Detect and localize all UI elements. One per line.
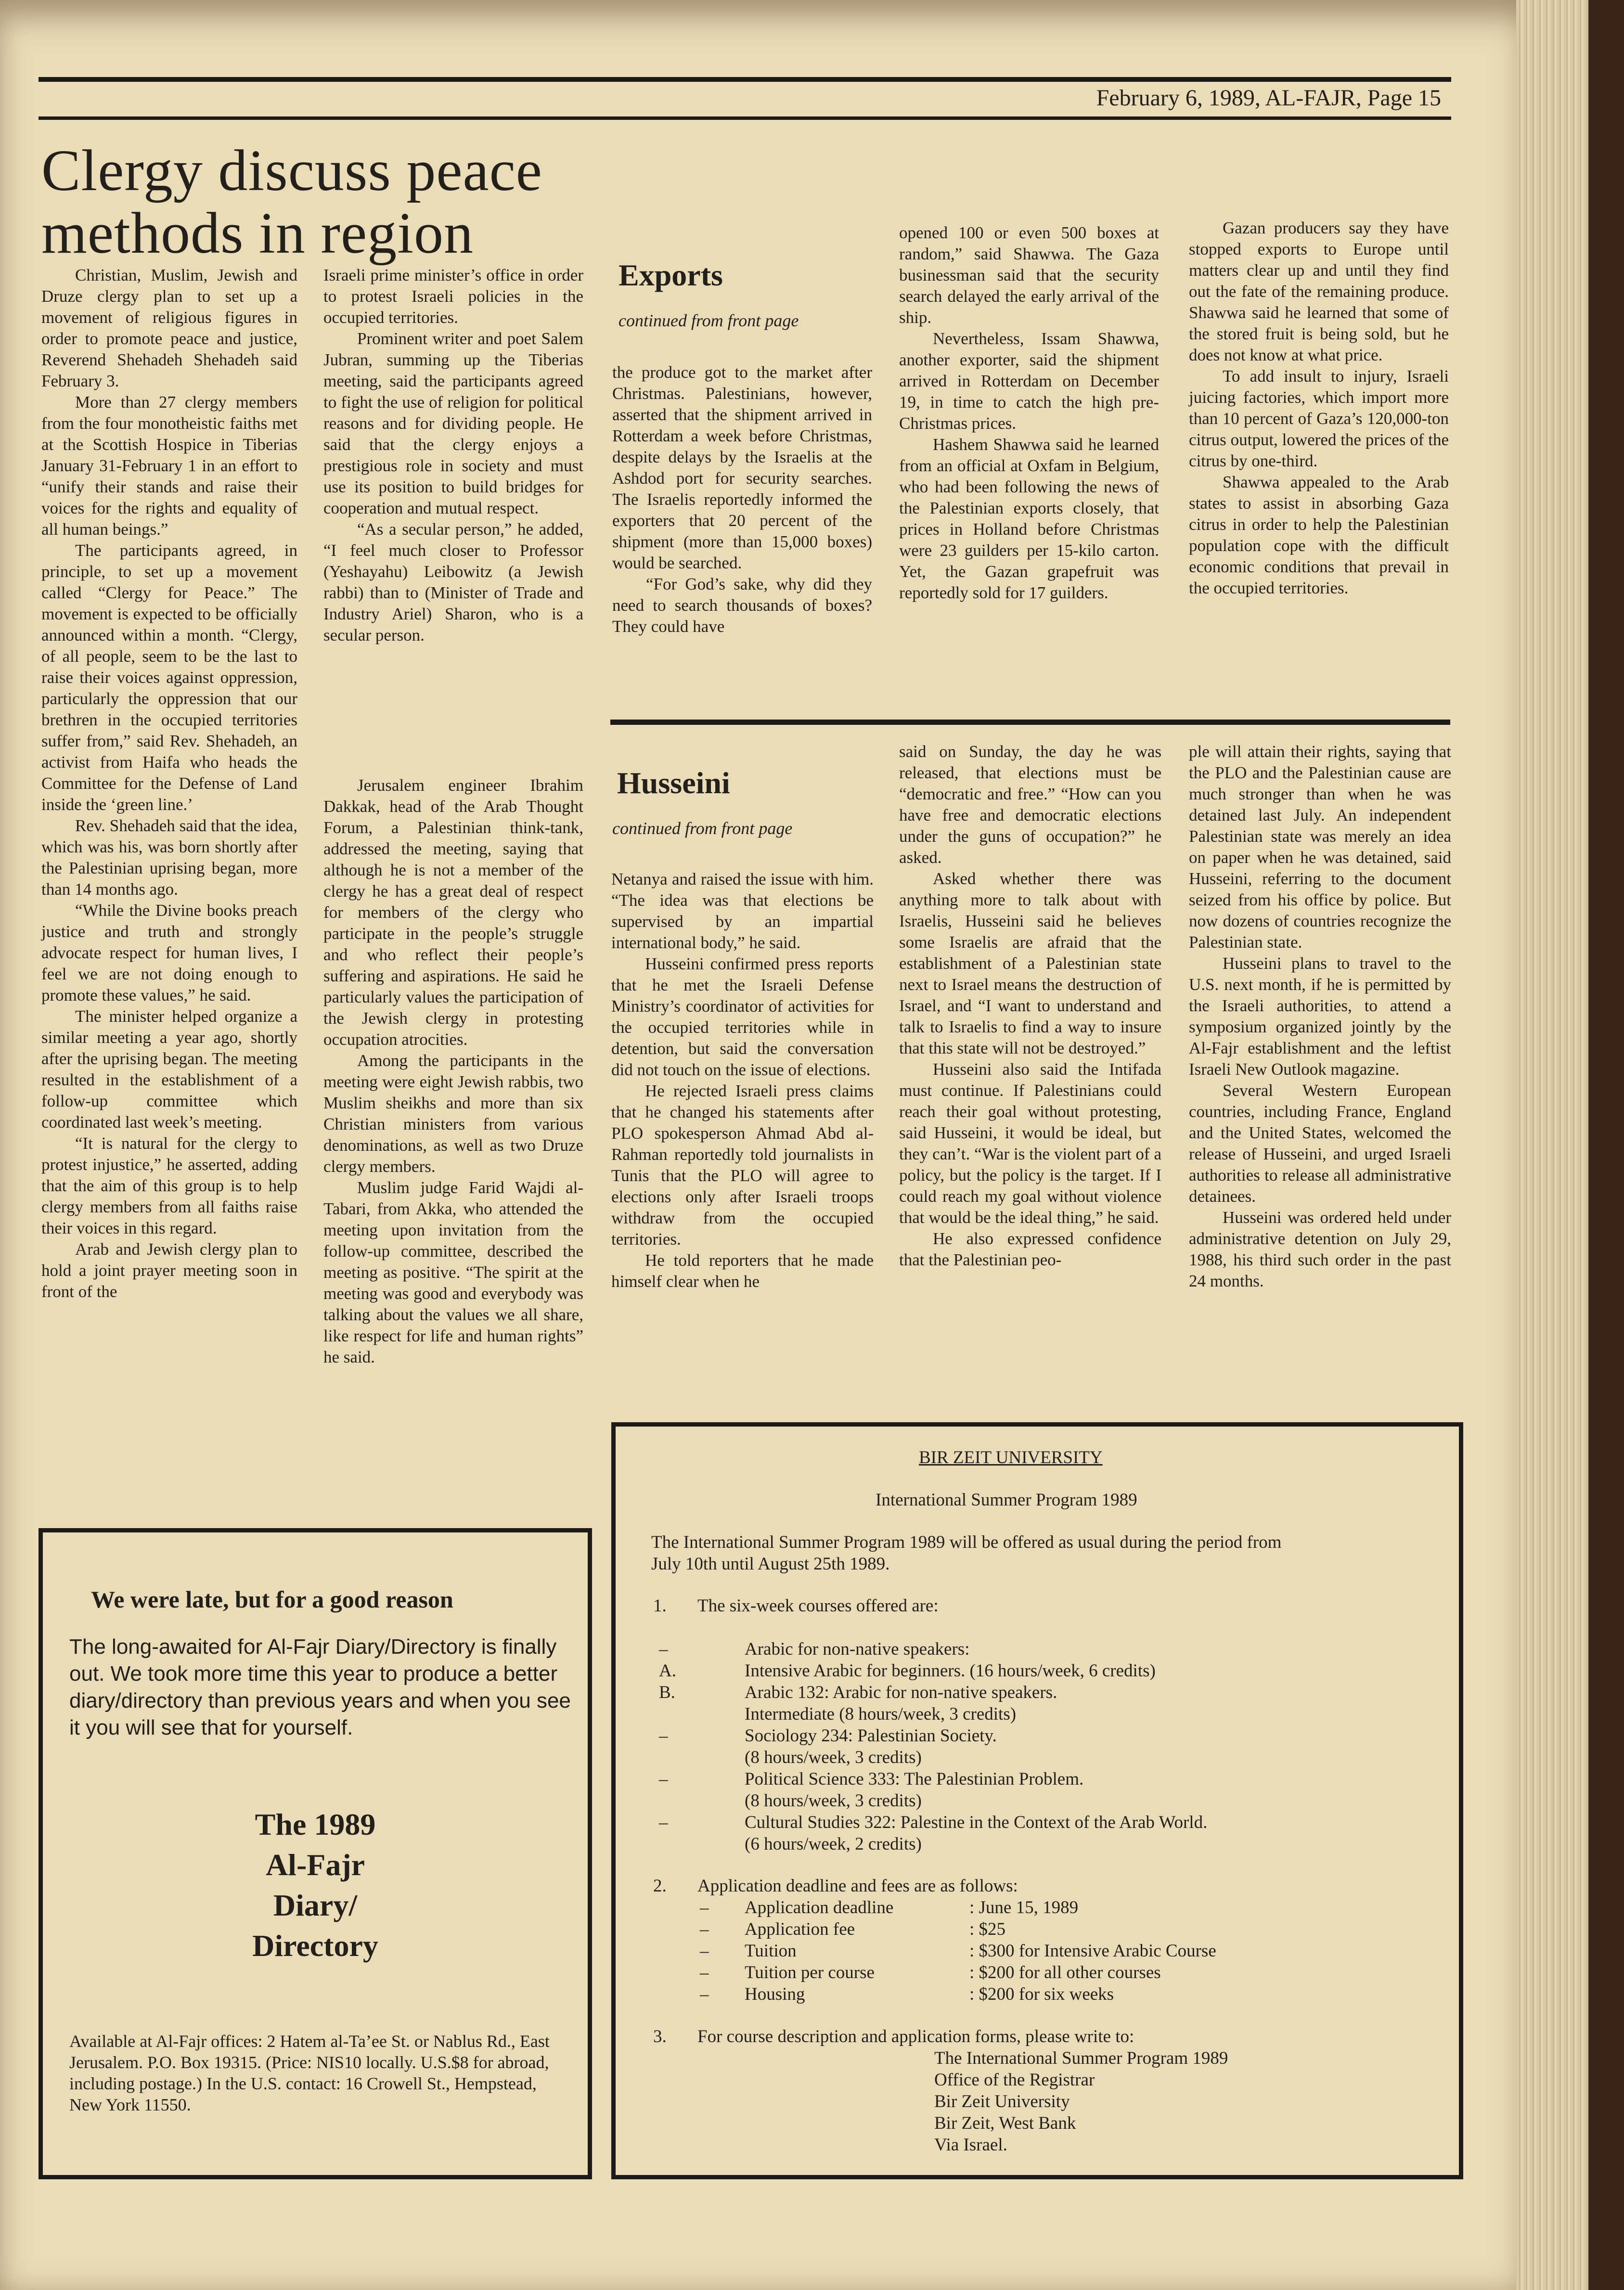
paragraph: Among the participants in the meeting were eight Jewish rabbis, two Muslim sheikhs and more than six Christian ministers from various denominations, as well as two Druze clergy members. [323, 1051, 583, 1176]
birzeit-intro-line: The International Summer Program 1989 will be offered as usual during the period from [651, 1532, 1282, 1552]
paragraph: opened 100 or even 500 boxes at random,” said Shawwa. The Gaza businessman said that the security search delayed the early arrival of the ship. [899, 223, 1159, 327]
exports-continued: continued from front page [619, 311, 799, 330]
diary-ad-heading: We were late, but for a good reason [91, 1586, 453, 1613]
exports-column-2 [899, 222, 1159, 604]
diary-advertisement [39, 1528, 592, 2179]
section-title: The six-week courses offered are: [697, 1596, 939, 1616]
course-line: Arabic for non-native speakers: [745, 1639, 970, 1659]
fee-label: Tuition [745, 1941, 797, 1961]
paragraph: Rev. Shehadeh said that the idea, which was his, was born shortly after the Palestinian uprising began, more than 14 months ago. [41, 816, 297, 899]
husseini-column-1 [611, 869, 874, 1292]
section-number: 2. [653, 1876, 667, 1896]
husseini-heading: Husseini [617, 766, 730, 800]
paragraph: Husseini also said the Intifada must continue. If Palestinians could reach their goal without protesting, said Husseini, it would be ideal, but they can’t. “War is the violent part of a policy, but the policy is the target. If I could reach my goal without violence that would be the ideal thing,” he said. [899, 1060, 1161, 1227]
exports-column-3 [1189, 218, 1449, 599]
fee-label: Application fee [745, 1919, 855, 1939]
fee-label: Housing [745, 1984, 805, 2004]
paragraph: said on Sunday, the day he was released, that elections must be “democratic and free.” “How can you have free and democratic elections under the guns of occupation?” he asked. [899, 742, 1161, 867]
paragraph: Jerusalem engineer Ibrahim Dakkak, head of the Arab Thought Forum, a Palestinian think-tank, addressed the meeting, saying that although he is not a member of the clergy he has a great deal of respect for members of the clergy who participate in the people’s struggle and who reflect their people’s suffering and aspirations. He said he particularly values the participation of the Jewish clergy in protesting occupation atrocities. [323, 776, 583, 1049]
paragraph: To add insult to injury, Israeli juicing factories, which import more than 10 percent of Gaza’s 120,000-ton citrus output, lowered the prices of the citrus by one-third. [1189, 367, 1449, 470]
top-rule [39, 77, 1451, 82]
paragraph: Asked whether there was anything more to talk about with Israelis, Husseini said he believes some Israelis are afraid that the establishment of a Palestinian state next to Israel means the destruction of Israel, and “I want to understand and talk to Israelis to find a way to insure that this state will not be destroyed.” [899, 869, 1161, 1057]
paragraph: “As a secular person,” he added, “I feel much closer to Professor (Yeshayahu) Leibowitz (a Jewish rabbi) than to (Minister of Trade and Industry Ariel) Sharon, who is a secular person. [323, 520, 583, 644]
title-line: Directory [252, 1929, 378, 1963]
husseini-column-2 [899, 741, 1161, 1271]
address-line: Bir Zeit University [934, 2092, 1070, 2111]
list-mark: – [659, 1726, 668, 1746]
section-number: 1. [653, 1596, 667, 1616]
fee-label: Application deadline [745, 1898, 894, 1917]
list-mark: – [700, 1963, 709, 1982]
paragraph: ple will attain their rights, saying that the PLO and the Palestinian cause are much stronger than when he was detained last July. An independent Palestinian state was merely an idea on paper when he was detained, said Husseini, referring to the document seized from his office by police. But now dozens of countries recognize the Palestinian state. [1189, 742, 1451, 952]
birzeit-intro-line: July 10th until August 25th 1989. [651, 1554, 890, 1574]
paragraph: He told reporters that he made himself clear when he [611, 1251, 874, 1291]
paragraph: Prominent writer and poet Salem Jubran, summing up the Tiberias meeting, said the participants agreed to fight the use of religion for political reasons and for dividing people. He said that the clergy enjoys a prestigious role in society and must use its position to build bridges for cooperation and mutual respect. [323, 329, 583, 517]
paragraph: Netanya and raised the issue with him. “The idea was that elections be supervised by an impartial international body,” he said. [611, 870, 874, 952]
section-number: 3. [653, 2027, 667, 2046]
diary-ad-body: The long-awaited for Al-Fajr Diary/Directory is finally out. We took more time this year to produce a better diary/directory than previous years and when you see it you will see that for yourself. [69, 1635, 571, 1739]
paragraph: He rejected Israeli press claims that he changed his statements after PLO spokesperson Ahmad Abd al-Rahman reportedly told journalists in Tunis that the PLO will agree to elections only after Israeli troops withdraw from the occupied territories. [611, 1081, 874, 1248]
section-title: For course description and application forms, please write to: [697, 2027, 1134, 2046]
clergy-column-2-bottom [323, 775, 583, 1368]
title-line: Al-Fajr [265, 1848, 365, 1882]
book-spine [1588, 0, 1624, 2290]
paragraph: The participants agreed, in principle, to set up a movement called “Clergy for Peace.” The movement is expected to be officially announced within a month. “Clergy, of all people, seem to be the last to raise their voices against oppression, particularly the oppression that our brethren in the occupied territories suffer from,” said Rev. Shehadeh, an activist from Haifa who heads the Committee for the Defense of Land inside the ‘green line.’ [41, 541, 297, 814]
husseini-continued: continued from front page [612, 819, 793, 838]
fee-value: : June 15, 1989 [969, 1898, 1079, 1917]
clergy-column-1 [41, 265, 297, 1302]
list-mark: – [659, 1639, 668, 1659]
header-rule [39, 116, 1451, 120]
list-mark: – [700, 1898, 709, 1917]
address-line: Via Israel. [934, 2135, 1007, 2155]
paragraph: Husseini was ordered held under administrative detention on July 29, 1988, his third such order in the past 24 months. [1189, 1208, 1451, 1290]
address-line: Office of the Registrar [934, 2070, 1095, 2090]
paragraph: More than 27 clergy members from the four monotheistic faiths met at the Scottish Hospice in Tiberias January 31-February 1 in an effort to “unify their stands and raise their voices for the rights and equality of all human beings.” [41, 393, 297, 539]
paragraph: “While the Divine books preach justice and truth and strongly advocate respect for human lives, I feel we are not doing enough to promote these values,” he said. [41, 901, 297, 1004]
diary-ad-title [43, 1804, 588, 1966]
course-line: (8 hours/week, 3 credits) [745, 1748, 922, 1767]
paragraph: Gazan producers say they have stopped exports to Europe until matters clear up and until they find out the fate of the remaining produce. Shawwa said he learned that some of the stored fruit is being sold, but he does not know at what price. [1189, 219, 1449, 364]
fee-label: Tuition per course [745, 1963, 875, 1982]
fee-value: : $300 for Intensive Arabic Course [969, 1941, 1216, 1961]
paragraph: He also expressed confidence that the Palestinian peo- [899, 1229, 1161, 1269]
paragraph: “It is natural for the clergy to protest injustice,” he asserted, adding that the aim of this group is to help clergy members from all faiths raise their voices in this regard. [41, 1134, 297, 1237]
birzeit-heading: BIR ZEIT UNIVERSITY [919, 1448, 1103, 1467]
fee-value: : $200 for all other courses [969, 1963, 1161, 1982]
birzeit-subheading: International Summer Program 1989 [876, 1490, 1137, 1510]
page-folio: February 6, 1989, AL-FAJR, Page 15 [1096, 85, 1441, 111]
paragraph: Several Western European countries, including France, England and the United States, welcomed the release of Husseini, and urged Israeli authorities to release all administrative detainees. [1189, 1081, 1451, 1206]
list-mark: – [700, 1919, 709, 1939]
section-title: Application deadline and fees are as follows: [697, 1876, 1018, 1896]
course-line: Intensive Arabic for beginners. (16 hours/week, 6 credits) [745, 1661, 1156, 1681]
list-mark: – [700, 1984, 709, 2004]
clergy-column-2-top [323, 265, 583, 646]
course-line: Political Science 333: The Palestinian Problem. [745, 1769, 1084, 1789]
course-line: (6 hours/week, 2 credits) [745, 1834, 922, 1854]
list-mark: – [659, 1813, 668, 1832]
paragraph: Israeli prime minister’s office in order to protest Israeli policies in the occupied territories. [323, 266, 583, 327]
paragraph: The minister helped organize a similar meeting a year ago, shortly after the uprising began. The meeting resulted in the establishment of a follow-up committee which coordinated last week’s meeting. [41, 1007, 297, 1132]
paragraph: “For God’s sake, why did they need to search thousands of boxes? They could have [612, 575, 872, 636]
fee-value: : $200 for six weeks [969, 1984, 1114, 2004]
course-line: Intermediate (8 hours/week, 3 credits) [745, 1704, 1017, 1724]
course-line: (8 hours/week, 3 credits) [745, 1791, 922, 1811]
fee-value: : $25 [969, 1919, 1006, 1939]
course-line: Sociology 234: Palestinian Society. [745, 1726, 997, 1746]
course-line: Arabic 132: Arabic for non-native speakers. [745, 1683, 1057, 1702]
paragraph: Arab and Jewish clergy plan to hold a joint prayer meeting soon in front of the [41, 1240, 297, 1301]
list-mark: A. [659, 1661, 676, 1681]
course-line: Cultural Studies 322: Palestine in the Context of the Arab World. [745, 1813, 1208, 1832]
paragraph: Christian, Muslim, Jewish and Druze clergy plan to set up a movement of religious figures in order to promote peace and justice, Reverend Shehadeh Shehadeh said February 3. [41, 266, 297, 390]
list-mark: – [659, 1769, 668, 1789]
paragraph: Nevertheless, Issam Shawwa, another exporter, said the shipment arrived in Rotterdam on December 19, in time to catch the high pre-Christmas prices. [899, 329, 1159, 433]
exports-heading: Exports [619, 258, 723, 292]
paragraph: Husseini plans to travel to the U.S. next month, if he is permitted by the Israeli authorities, to attend a symposium organized jointly by the Al-Fajr establishment and the leftist Israeli New Outlook magazine. [1189, 954, 1451, 1079]
address-line: The International Summer Program 1989 [934, 2048, 1228, 2068]
paragraph: Hashem Shawwa said he learned from an official at Oxfam in Belgium, who had been following the news of the Palestinian exports closely, that prices in Holland before Christmas were 23 guilders per 15-kilo carton. Yet, the Gazan grapefruit was reportedly sold for 17 guilders. [899, 435, 1159, 602]
paragraph: Muslim judge Farid Wajdi al-Tabari, from Akka, who attended the meeting upon invitation from the follow-up committee, described the meeting as positive. “The spirit at the meeting was good and everybody was talking about the values we all share, like respect for life and human rights” he said. [323, 1178, 583, 1366]
paragraph: Shawwa appealed to the Arab states to assist in absorbing Gaza citrus in order to help the Palestinian population cope with the difficult economic conditions that prevail in the occupied territories. [1189, 473, 1449, 597]
list-mark: – [700, 1941, 709, 1961]
section-rule [610, 720, 1450, 725]
address-line: Bir Zeit, West Bank [934, 2113, 1076, 2133]
paragraph: the produce got to the market after Christmas. Palestinians, however, asserted that the shipment arrived in Rotterdam a week before Christmas, despite delays by the Israelis at the Ashdod port for security searches. The Israelis reportedly informed the exporters that 20 percent of the shipment (more than 15,000 boxes) would be searched. [612, 363, 872, 572]
title-line: Diary/ [273, 1888, 358, 1922]
list-mark: B. [659, 1683, 675, 1702]
husseini-column-3 [1189, 741, 1451, 1292]
birzeit-advertisement [611, 1422, 1463, 2179]
paragraph: Husseini confirmed press reports that he met the Israeli Defense Ministry’s coordinator of activities for the occupied territories while in detention, but said the conversation did not touch on the issue of elections. [611, 954, 874, 1079]
title-line: The 1989 [255, 1807, 376, 1841]
diary-ad-availability: Available at Al-Fajr offices: 2 Hatem al-Ta’ee St. or Nablus Rd., East Jerusalem. P.O. Box 19315. (Price: NIS10 locally. U.S.$8 for abroad, including postage.) In the U.S. contact: 16 Crowell St., Hempstead, New York 11550. [69, 2032, 550, 2114]
exports-column-1 [612, 362, 872, 637]
clergy-headline: Clergy discuss peace methods in region [41, 138, 542, 266]
